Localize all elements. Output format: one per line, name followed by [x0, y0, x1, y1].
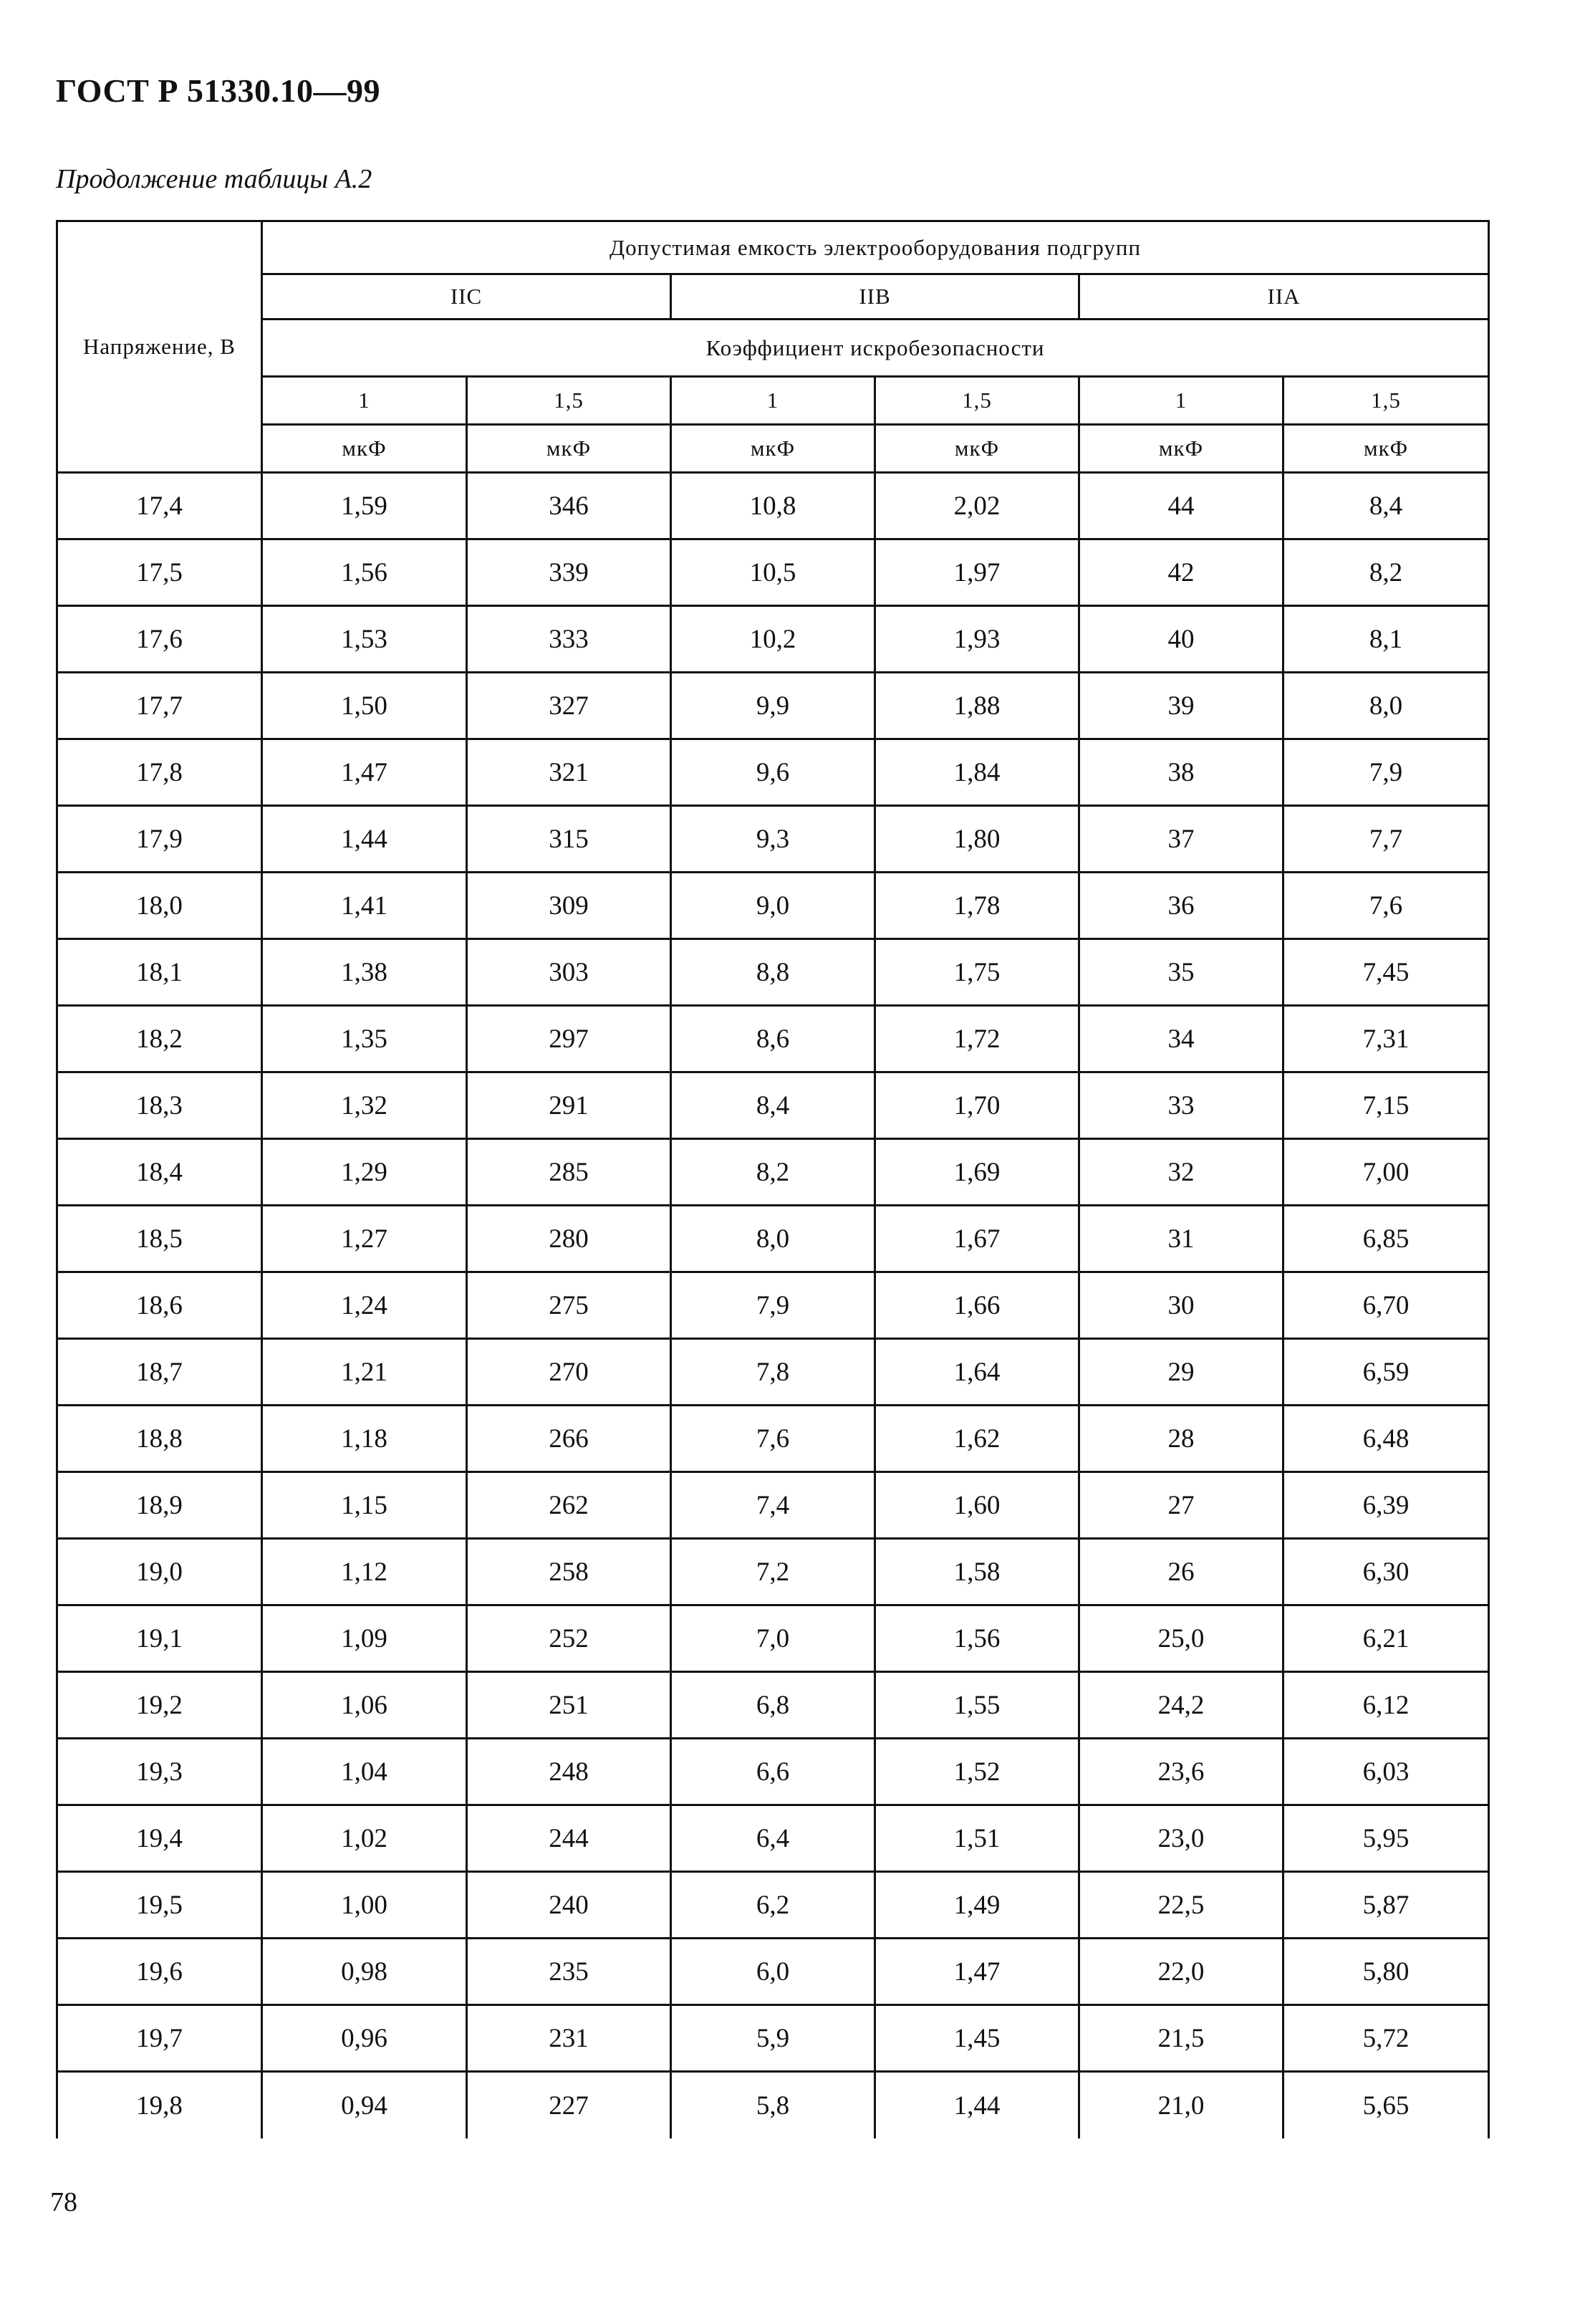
iib-k1-cell: 6,0: [671, 1939, 875, 2005]
iic-k15-cell: 333: [467, 606, 671, 673]
table-row: [57, 939, 1489, 1006]
iia-k1-cell: 34: [1079, 1006, 1283, 1072]
iib-k15-cell: 1,75: [875, 939, 1079, 1006]
iic-k1-cell: 1,12: [262, 1539, 467, 1605]
iia-k1-cell: 22,5: [1079, 1872, 1283, 1939]
iic-k15-cell: 231: [467, 2005, 671, 2072]
voltage-cell: 17,4: [57, 473, 262, 539]
iia-k15-cell: 6,48: [1283, 1406, 1489, 1472]
document-header: ГОСТ Р 51330.10—99: [56, 72, 380, 109]
iic-k1-cell: 1,32: [262, 1072, 467, 1139]
iia-k1-cell: 23,6: [1079, 1739, 1283, 1805]
iic-k15-cell: 275: [467, 1272, 671, 1339]
iia-k1-cell: 35: [1079, 939, 1283, 1006]
voltage-cell: 17,8: [57, 739, 262, 806]
iic-k1-cell: 1,35: [262, 1006, 467, 1072]
iia-k15-cell: 6,30: [1283, 1539, 1489, 1605]
iib-k15-cell: 1,78: [875, 873, 1079, 939]
voltage-cell: 19,1: [57, 1605, 262, 1672]
iib-k15-cell: 1,84: [875, 739, 1079, 806]
coefficient-value: 1,5: [467, 377, 671, 425]
unit-label: мкФ: [1283, 425, 1489, 473]
table-row: [57, 1472, 1489, 1539]
iic-k1-cell: 1,56: [262, 539, 467, 606]
iia-k15-cell: 7,7: [1283, 806, 1489, 873]
table-row: [57, 1805, 1489, 1872]
voltage-cell: 17,6: [57, 606, 262, 673]
iic-k1-cell: 1,44: [262, 806, 467, 873]
iib-k1-cell: 7,0: [671, 1605, 875, 1672]
iib-k15-cell: 1,67: [875, 1206, 1079, 1272]
iib-k1-cell: 6,6: [671, 1739, 875, 1805]
iib-k1-cell: 10,5: [671, 539, 875, 606]
iib-k15-cell: 1,69: [875, 1139, 1079, 1206]
iia-k1-cell: 28: [1079, 1406, 1283, 1472]
iia-k1-cell: 42: [1079, 539, 1283, 606]
iib-k1-cell: 7,9: [671, 1272, 875, 1339]
iic-k15-cell: 327: [467, 673, 671, 739]
iib-k15-cell: 1,97: [875, 539, 1079, 606]
iib-k1-cell: 6,2: [671, 1872, 875, 1939]
iib-k15-cell: 1,64: [875, 1339, 1079, 1406]
capacitance-table: [56, 220, 1490, 2138]
voltage-cell: 19,6: [57, 1939, 262, 2005]
iic-k15-cell: 346: [467, 473, 671, 539]
iia-k15-cell: 7,6: [1283, 873, 1489, 939]
iic-k15-cell: 309: [467, 873, 671, 939]
subgroup-header-iia: IIА: [1079, 274, 1489, 320]
iic-k1-cell: 1,27: [262, 1206, 467, 1272]
iib-k1-cell: 9,9: [671, 673, 875, 739]
table-row: [57, 1539, 1489, 1605]
iia-k1-cell: 32: [1079, 1139, 1283, 1206]
iia-k15-cell: 8,0: [1283, 673, 1489, 739]
iia-k1-cell: 36: [1079, 873, 1283, 939]
voltage-cell: 18,3: [57, 1072, 262, 1139]
iib-k15-cell: 1,72: [875, 1006, 1079, 1072]
iib-k1-cell: 9,3: [671, 806, 875, 873]
voltage-cell: 18,7: [57, 1339, 262, 1406]
iib-k15-cell: 1,80: [875, 806, 1079, 873]
iia-k15-cell: 7,00: [1283, 1139, 1489, 1206]
table-row: [57, 1939, 1489, 2005]
voltage-column-header: Напряжение, В: [57, 221, 262, 473]
coefficient-value: 1: [262, 377, 467, 425]
iic-k1-cell: 1,59: [262, 473, 467, 539]
table-caption: Продолжение таблицы А.2: [56, 164, 372, 194]
iic-k1-cell: 1,38: [262, 939, 467, 1006]
iic-k15-cell: 244: [467, 1805, 671, 1872]
iib-k1-cell: 7,6: [671, 1406, 875, 1472]
iib-k15-cell: 1,70: [875, 1072, 1079, 1139]
coefficient-value: 1: [671, 377, 875, 425]
iib-k15-cell: 1,52: [875, 1739, 1079, 1805]
voltage-cell: 19,8: [57, 2072, 262, 2139]
coefficient-header: Коэффициент искробезопасности: [262, 320, 1489, 377]
iia-k15-cell: 8,4: [1283, 473, 1489, 539]
iib-k1-cell: 8,8: [671, 939, 875, 1006]
iia-k1-cell: 27: [1079, 1472, 1283, 1539]
iic-k1-cell: 1,09: [262, 1605, 467, 1672]
iia-k15-cell: 5,95: [1283, 1805, 1489, 1872]
iia-k1-cell: 29: [1079, 1339, 1283, 1406]
voltage-cell: 19,0: [57, 1539, 262, 1605]
table-row: [57, 606, 1489, 673]
iic-k15-cell: 235: [467, 1939, 671, 2005]
iib-k15-cell: 1,66: [875, 1272, 1079, 1339]
iib-k1-cell: 5,9: [671, 2005, 875, 2072]
iic-k15-cell: 303: [467, 939, 671, 1006]
iia-k15-cell: 5,80: [1283, 1939, 1489, 2005]
voltage-cell: 18,2: [57, 1006, 262, 1072]
voltage-cell: 17,9: [57, 806, 262, 873]
iia-k1-cell: 26: [1079, 1539, 1283, 1605]
table-header: [57, 221, 1489, 473]
table-row: [57, 539, 1489, 606]
iib-k1-cell: 10,8: [671, 473, 875, 539]
page-number: 78: [50, 2187, 77, 2217]
iia-k1-cell: 33: [1079, 1072, 1283, 1139]
iib-k1-cell: 5,8: [671, 2072, 875, 2139]
iib-k1-cell: 8,2: [671, 1139, 875, 1206]
iia-k15-cell: 6,70: [1283, 1272, 1489, 1339]
iic-k15-cell: 297: [467, 1006, 671, 1072]
iic-k1-cell: 1,47: [262, 739, 467, 806]
iic-k15-cell: 321: [467, 739, 671, 806]
unit-label: мкФ: [262, 425, 467, 473]
iia-k1-cell: 30: [1079, 1272, 1283, 1339]
table-row: [57, 1406, 1489, 1472]
iib-k1-cell: 7,8: [671, 1339, 875, 1406]
iia-k15-cell: 6,21: [1283, 1605, 1489, 1672]
table-row: [57, 2072, 1489, 2139]
iia-k1-cell: 21,0: [1079, 2072, 1283, 2139]
iib-k1-cell: 8,0: [671, 1206, 875, 1272]
table-row: [57, 1006, 1489, 1072]
voltage-cell: 18,5: [57, 1206, 262, 1272]
iia-k1-cell: 31: [1079, 1206, 1283, 1272]
iia-k15-cell: 6,03: [1283, 1739, 1489, 1805]
table-row: [57, 806, 1489, 873]
iic-k1-cell: 0,94: [262, 2072, 467, 2139]
table-row: [57, 673, 1489, 739]
table-row: [57, 1139, 1489, 1206]
iia-k1-cell: 24,2: [1079, 1672, 1283, 1739]
voltage-cell: 18,6: [57, 1272, 262, 1339]
iib-k1-cell: 9,6: [671, 739, 875, 806]
iia-k15-cell: 5,87: [1283, 1872, 1489, 1939]
iic-k1-cell: 1,41: [262, 873, 467, 939]
iib-k15-cell: 1,49: [875, 1872, 1079, 1939]
iia-k1-cell: 39: [1079, 673, 1283, 739]
voltage-cell: 17,5: [57, 539, 262, 606]
iic-k15-cell: 270: [467, 1339, 671, 1406]
iia-k15-cell: 7,31: [1283, 1006, 1489, 1072]
iib-k15-cell: 1,56: [875, 1605, 1079, 1672]
iib-k15-cell: 1,62: [875, 1406, 1079, 1472]
iia-k15-cell: 8,1: [1283, 606, 1489, 673]
coefficient-value: 1: [1079, 377, 1283, 425]
capacitance-group-header: Допустимая емкость электрооборудования подгрупп: [262, 221, 1489, 274]
voltage-cell: 18,1: [57, 939, 262, 1006]
iic-k15-cell: 266: [467, 1406, 671, 1472]
iib-k1-cell: 8,4: [671, 1072, 875, 1139]
iic-k15-cell: 262: [467, 1472, 671, 1539]
iib-k15-cell: 1,51: [875, 1805, 1079, 1872]
voltage-cell: 19,4: [57, 1805, 262, 1872]
voltage-cell: 17,7: [57, 673, 262, 739]
iic-k15-cell: 285: [467, 1139, 671, 1206]
coefficient-value: 1,5: [1283, 377, 1489, 425]
iic-k1-cell: 1,29: [262, 1139, 467, 1206]
iic-k1-cell: 1,04: [262, 1739, 467, 1805]
unit-label: мкФ: [671, 425, 875, 473]
voltage-cell: 18,0: [57, 873, 262, 939]
table-row: [57, 873, 1489, 939]
iic-k1-cell: 1,02: [262, 1805, 467, 1872]
table-row: [57, 2005, 1489, 2072]
iia-k15-cell: 8,2: [1283, 539, 1489, 606]
iia-k1-cell: 37: [1079, 806, 1283, 873]
iia-k1-cell: 25,0: [1079, 1605, 1283, 1672]
voltage-cell: 18,9: [57, 1472, 262, 1539]
iia-k1-cell: 21,5: [1079, 2005, 1283, 2072]
table-row: [57, 739, 1489, 806]
iib-k15-cell: 1,60: [875, 1472, 1079, 1539]
iic-k1-cell: 1,15: [262, 1472, 467, 1539]
iib-k1-cell: 7,2: [671, 1539, 875, 1605]
iic-k15-cell: 280: [467, 1206, 671, 1272]
iib-k15-cell: 1,58: [875, 1539, 1079, 1605]
iia-k1-cell: 40: [1079, 606, 1283, 673]
iia-k15-cell: 7,45: [1283, 939, 1489, 1006]
iic-k15-cell: 291: [467, 1072, 671, 1139]
iic-k1-cell: 1,18: [262, 1406, 467, 1472]
iia-k15-cell: 6,12: [1283, 1672, 1489, 1739]
iia-k15-cell: 5,72: [1283, 2005, 1489, 2072]
table-row: [57, 1605, 1489, 1672]
iic-k15-cell: 227: [467, 2072, 671, 2139]
voltage-cell: 19,7: [57, 2005, 262, 2072]
unit-label: мкФ: [1079, 425, 1283, 473]
subgroup-header-iib: IIВ: [671, 274, 1079, 320]
iib-k15-cell: 1,88: [875, 673, 1079, 739]
iia-k15-cell: 7,9: [1283, 739, 1489, 806]
iic-k1-cell: 1,50: [262, 673, 467, 739]
iia-k15-cell: 6,59: [1283, 1339, 1489, 1406]
iib-k15-cell: 1,55: [875, 1672, 1079, 1739]
voltage-cell: 18,4: [57, 1139, 262, 1206]
voltage-cell: 19,2: [57, 1672, 262, 1739]
iib-k1-cell: 8,6: [671, 1006, 875, 1072]
iic-k15-cell: 240: [467, 1872, 671, 1939]
table-row: [57, 1072, 1489, 1139]
voltage-cell: 18,8: [57, 1406, 262, 1472]
iic-k1-cell: 1,53: [262, 606, 467, 673]
iic-k15-cell: 339: [467, 539, 671, 606]
iia-k15-cell: 6,85: [1283, 1206, 1489, 1272]
iib-k1-cell: 6,4: [671, 1805, 875, 1872]
iia-k15-cell: 7,15: [1283, 1072, 1489, 1139]
iib-k15-cell: 1,45: [875, 2005, 1079, 2072]
table-row: [57, 1872, 1489, 1939]
iib-k1-cell: 9,0: [671, 873, 875, 939]
iib-k15-cell: 1,44: [875, 2072, 1079, 2139]
table-row: [57, 1206, 1489, 1272]
unit-label: мкФ: [467, 425, 671, 473]
iic-k15-cell: 248: [467, 1739, 671, 1805]
table-body: [57, 473, 1489, 2139]
iic-k15-cell: 251: [467, 1672, 671, 1739]
iic-k1-cell: 1,00: [262, 1872, 467, 1939]
iib-k1-cell: 6,8: [671, 1672, 875, 1739]
table-row: [57, 1339, 1489, 1406]
iib-k15-cell: 2,02: [875, 473, 1079, 539]
table-row: [57, 473, 1489, 539]
iic-k1-cell: 1,21: [262, 1339, 467, 1406]
iia-k15-cell: 6,39: [1283, 1472, 1489, 1539]
coefficient-value: 1,5: [875, 377, 1079, 425]
iic-k15-cell: 258: [467, 1539, 671, 1605]
voltage-cell: 19,3: [57, 1739, 262, 1805]
iia-k15-cell: 5,65: [1283, 2072, 1489, 2139]
voltage-cell: 19,5: [57, 1872, 262, 1939]
unit-label: мкФ: [875, 425, 1079, 473]
iic-k1-cell: 0,98: [262, 1939, 467, 2005]
subgroup-header-iic: IIС: [262, 274, 671, 320]
table-row: [57, 1739, 1489, 1805]
iib-k1-cell: 10,2: [671, 606, 875, 673]
iia-k1-cell: 23,0: [1079, 1805, 1283, 1872]
iic-k1-cell: 1,06: [262, 1672, 467, 1739]
iib-k1-cell: 7,4: [671, 1472, 875, 1539]
iic-k1-cell: 1,24: [262, 1272, 467, 1339]
iib-k15-cell: 1,47: [875, 1939, 1079, 2005]
iic-k15-cell: 315: [467, 806, 671, 873]
iia-k1-cell: 38: [1079, 739, 1283, 806]
iic-k1-cell: 0,96: [262, 2005, 467, 2072]
iic-k15-cell: 252: [467, 1605, 671, 1672]
iia-k1-cell: 22,0: [1079, 1939, 1283, 2005]
table-row: [57, 1672, 1489, 1739]
table-row: [57, 1272, 1489, 1339]
iia-k1-cell: 44: [1079, 473, 1283, 539]
iib-k15-cell: 1,93: [875, 606, 1079, 673]
